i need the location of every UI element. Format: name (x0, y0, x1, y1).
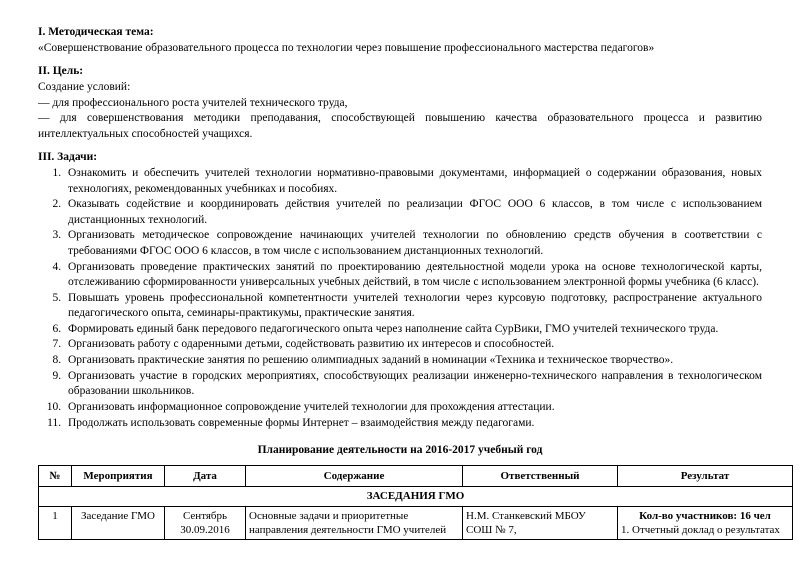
plan-table-body (39, 487, 793, 540)
plan-table-head (39, 466, 793, 487)
task-item: 7. Организовать работу с одаренными детьми, содействовать развитию их интересов и способностей. (64, 337, 762, 352)
task-item: 6. Формировать единый банк передового педагогического опыта через наполнение сайта СурВики, ГМО учителей технического труда. (64, 322, 762, 337)
goal-line-3: — для совершенствования методики преподавания, способствующей повышению качества образовательного процесса и развитию интеллектуальных способностей учащихся. (38, 112, 762, 140)
cell-result (618, 506, 793, 540)
cell-responsible: Н.М. Станкевский МБОУ СОШ № 7, (463, 506, 618, 540)
task-item: 9. Организовать участие в городских мероприятиях, способствующих реализации инженерно-технического направления в технологическом образовании школьников. (64, 369, 762, 400)
col-header-event: Мероприятия (72, 466, 165, 487)
section-goal (38, 65, 762, 142)
task-item: 2. Оказывать содействие и координировать действия учителей по реализации ФГОС ООО 6 классов, в том числе с использованием дистанционных технологий. (64, 197, 762, 228)
section-2-heading: II. Цель: (38, 65, 84, 78)
task-item: 4. Организовать проведение практических занятий по проектированию деятельностной модели урока на основе технологической карты, отслеживанию сформированности универсальных учебных действий, в том числе с использованием электронной формы учебника (6 класс). (64, 260, 762, 291)
task-item: 10. Организовать информационное сопровождение учителей технологии для прохождения аттестации. (64, 400, 762, 415)
col-header-result: Результат (618, 466, 793, 487)
cell-result-note: 1. Отчетный доклад о результатах (621, 524, 780, 537)
cell-content: Основные задачи и приоритетные направления деятельности ГМО учителей (246, 506, 463, 540)
section-1-text: «Совершенствование образовательного процесса по технологии через повышение профессионального мастерства педагогов» (38, 42, 655, 54)
task-item: 3. Организовать методическое сопровождение начинающих учителей технологии по обновлению средств обучения в соответствии с требованиями ФГОС ООО 6 классов, в том числе с использованием дистанционных технологий. (64, 228, 762, 259)
task-item: 11. Продолжать использовать современные формы Интернет – взаимодействия между педагогами. (64, 416, 762, 431)
cell-event: Заседание ГМО (72, 506, 165, 540)
col-header-num: № (39, 466, 72, 487)
task-item: 8. Организовать практические занятия по решению олимпиадных заданий в номинации «Техника и техническое творчество». (64, 353, 762, 368)
section-1-heading: I. Методическая тема: (38, 26, 154, 38)
task-item: 1. Ознакомить и обеспечить учителей технологии нормативно-правовыми документами, информацией о содержании образования, новых технологиях, рекомендованных учебниках и пособиях. (64, 166, 762, 197)
section-3-heading: III. Задачи: (38, 151, 98, 164)
section-methodical-theme (38, 26, 762, 56)
cell-num: 1 (39, 506, 72, 540)
col-header-content: Содержание (246, 466, 463, 487)
table-section-label: ЗАСЕДАНИЯ ГМО (39, 487, 793, 506)
tasks-list (38, 166, 762, 431)
goal-line-1: Создание условий: (38, 81, 131, 94)
table-section-row (39, 487, 793, 506)
task-item: 5. Повышать уровень профессиональной компетентности учителей технологии через курсовую подготовку, распространение актуального педагогического опыта, семинары-практикумы, практические занятия. (64, 291, 762, 322)
col-header-date: Дата (165, 466, 246, 487)
cell-date: Сентябрь 30.09.2016 (165, 506, 246, 540)
section-tasks (38, 151, 762, 431)
table-header-row (39, 466, 793, 487)
col-header-responsible: Ответственный (463, 466, 618, 487)
cell-result-count: Кол-во участников: 16 чел (639, 509, 771, 522)
plan-title: Планирование деятельности на 2016-2017 учебный год (257, 444, 543, 457)
goal-line-2: — для профессионального роста учителей технического труда, (38, 96, 348, 109)
plan-table (38, 465, 793, 540)
table-row (39, 506, 793, 540)
